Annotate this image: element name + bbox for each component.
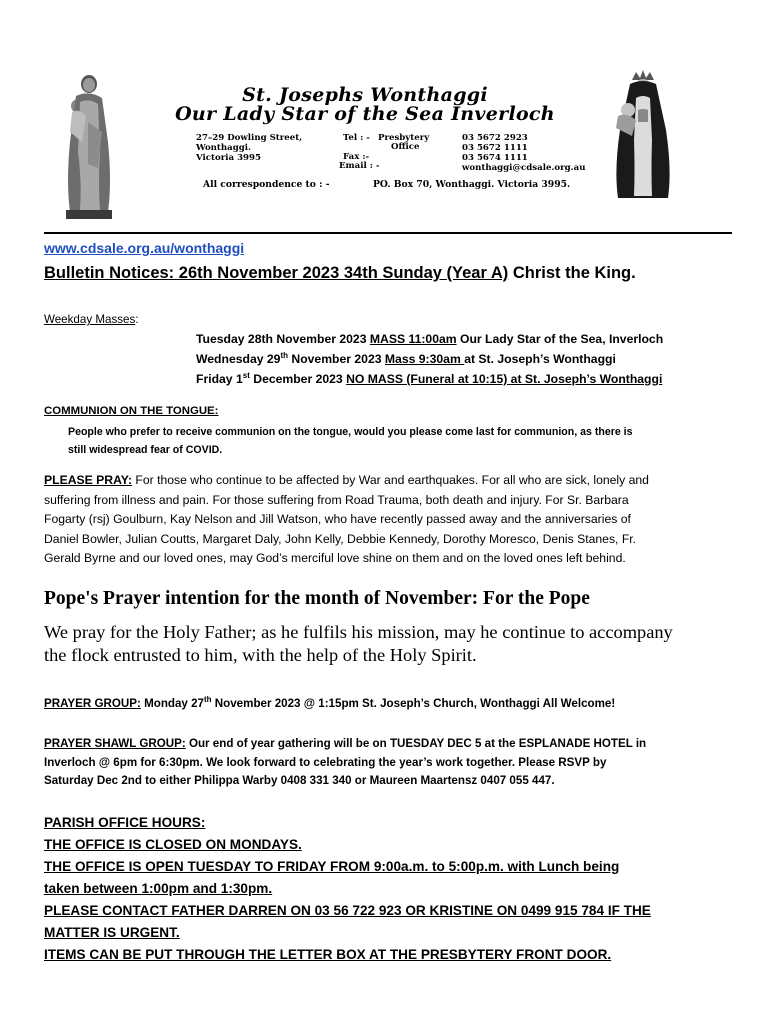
- pray-line: Fogarty (rsj) Goulburn, Kay Nelson and Jill Watson, who have recently passed away and the anniversaries of: [44, 512, 631, 527]
- office-line: ITEMS CAN BE PUT THROUGH THE LETTER BOX AT THE PRESBYTERY FRONT DOOR.: [44, 947, 612, 962]
- office-phone: 03 5672 1111: [462, 143, 528, 153]
- pope-intention-text: [44, 621, 673, 667]
- pray-line: Gerald Byrne and our loved ones, may God’s merciful love shine on them and on the loved ones left behind.: [44, 551, 626, 566]
- mass-item: Wednesday 29th November 2023 Mass 9:30am at St. Joseph’s Wonthaggi: [196, 350, 616, 366]
- note-line: still widespread fear of COVID.: [68, 444, 223, 456]
- pray-line: Daniel Bowler, Julian Coutts, Margaret Daly, John Kelly, Debbie Kennedy, Dorothy Moresco, Denis Stanes, Fr.: [44, 531, 637, 546]
- note-line: People who prefer to receive communion on the tongue, would you please come last for communion, as there is: [68, 426, 633, 438]
- fax-number: 03 5674 1111: [462, 153, 528, 163]
- st-joseph-statue-image: [58, 72, 120, 220]
- office-hours-section: [44, 812, 651, 966]
- prayer-group-notice: PRAYER GROUP: Monday 27th November 2023 @ 1:15pm St. Joseph’s Church, Wonthaggi All Welcome!: [44, 695, 616, 710]
- bulletin-feast: Christ the King.: [508, 264, 636, 282]
- pope-intention-title: Pope's Prayer intention for the month of November: For the Pope: [44, 588, 590, 609]
- office-line: THE OFFICE IS CLOSED ON MONDAYS.: [44, 837, 302, 852]
- address-line: Wonthaggi.: [196, 143, 251, 153]
- pope-line: We pray for the Holy Father; as he fulfils his mission, may he continue to accompany: [44, 622, 673, 642]
- correspondence-label: All correspondence to : -: [203, 179, 330, 190]
- mass-item: Tuesday 28th November 2023 MASS 11:00am Our Lady Star of the Sea, Inverloch: [196, 332, 664, 346]
- address-line: Victoria 3995: [196, 153, 261, 163]
- prayer-shawl-notice: PRAYER SHAWL GROUP: Our end of year gathering will be on TUESDAY DEC 5 at the ESPLANADE HOTEL in Inverloch @ 6pm for 6:30pm. We look forward to celebrating the year’s work together. Please RSVP by Saturday Dec 2nd to either Philippa Warby 0408 331 340 or Maureen Maartensz 0407 055 447.: [44, 735, 646, 791]
- website-link[interactable]: www.cdsale.org.au/wonthaggi: [44, 240, 245, 256]
- office-line: taken between 1:00pm and 1:30pm.: [44, 881, 273, 896]
- fax-label: Fax :-: [343, 152, 370, 162]
- bulletin-date: Bulletin Notices: 26th November 2023 34th Sunday (Year A): [44, 264, 509, 282]
- please-pray-section: PLEASE PRAY: For those who continue to be affected by War and earthquakes. For all who are sick, lonely and suffering from illness and pain. For those suffering from Road Trauma, both death and injury. For Sr. Barbara Fogarty (rsj) Goulburn, Kay Nelson and Jill Watson, who have recently passed away and the anniversaries of Daniel Bowler, Julian Coutts, Margaret Daly, John Kelly, Debbie Kennedy, Dorothy Moresco, Denis Stanes, Fr. Gerald Byrne and our loved ones, may God’s merciful love shine on them and on the loved ones left behind.: [44, 471, 649, 569]
- address-block: [196, 133, 302, 163]
- office-line: PLEASE CONTACT FATHER DARREN ON 03 56 722 923 OR KRISTINE ON 0499 915 784 IF THE: [44, 903, 651, 918]
- weekday-colon: :: [135, 313, 139, 326]
- communion-heading: COMMUNION ON THE TONGUE:: [44, 405, 219, 417]
- office-hours-heading: PARISH OFFICE HOURS:: [44, 815, 206, 830]
- header-divider: [44, 232, 732, 234]
- pope-line: the flock entrusted to him, with the help of the Holy Spirit.: [44, 645, 477, 665]
- communion-note: [68, 423, 633, 459]
- tel-label: Tel : -: [343, 133, 370, 143]
- presbytery-phone: 03 5672 2923: [462, 133, 528, 143]
- office-line: THE OFFICE IS OPEN TUESDAY TO FRIDAY FROM 9:00a.m. to 5:00p.m. with Lunch being: [44, 859, 620, 874]
- prayer-group-label: PRAYER GROUP:: [44, 697, 141, 710]
- parish-subtitle: Our Lady Star of the Sea Inverloch: [175, 103, 555, 125]
- address-line: 27–29 Dowling Street,: [196, 133, 303, 143]
- mass-schedule: [196, 329, 663, 389]
- pray-line: suffering from illness and pain. For those suffering from Road Trauma, both death and injury. For Sr. Barbara: [44, 492, 629, 507]
- po-box: PO. Box 70, Wonthaggi. Victoria 3995.: [373, 179, 571, 190]
- office-label: Office: [391, 142, 420, 152]
- parish-title: St. Josephs Wonthaggi: [242, 84, 488, 106]
- weekday-label-text: Weekday Masses: [44, 313, 136, 326]
- shawl-line: Inverloch @ 6pm for 6:30pm. We look forward to celebrating the year’s work together. Please RSVP by: [44, 755, 607, 769]
- prayer-shawl-label: PRAYER SHAWL GROUP:: [44, 737, 186, 750]
- email-address: wonthaggi@cdsale.org.au: [462, 163, 586, 173]
- contact-values: [462, 133, 586, 173]
- weekday-masses-label: [44, 313, 139, 326]
- our-lady-statue-image: [608, 70, 678, 202]
- please-pray-label: PLEASE PRAY:: [44, 473, 133, 487]
- mass-item: Friday 1st December 2023 NO MASS (Funeral at 10:15) at St. Joseph’s Wonthaggi: [196, 370, 663, 386]
- shawl-line: Saturday Dec 2nd to either Philippa Warby 0408 331 340 or Maureen Maartensz 0407 055 447.: [44, 774, 555, 787]
- email-label: Email : -: [339, 161, 380, 171]
- presbytery-label: Presbytery: [378, 133, 430, 143]
- office-line: MATTER IS URGENT.: [44, 925, 180, 940]
- bulletin-heading: [44, 264, 636, 283]
